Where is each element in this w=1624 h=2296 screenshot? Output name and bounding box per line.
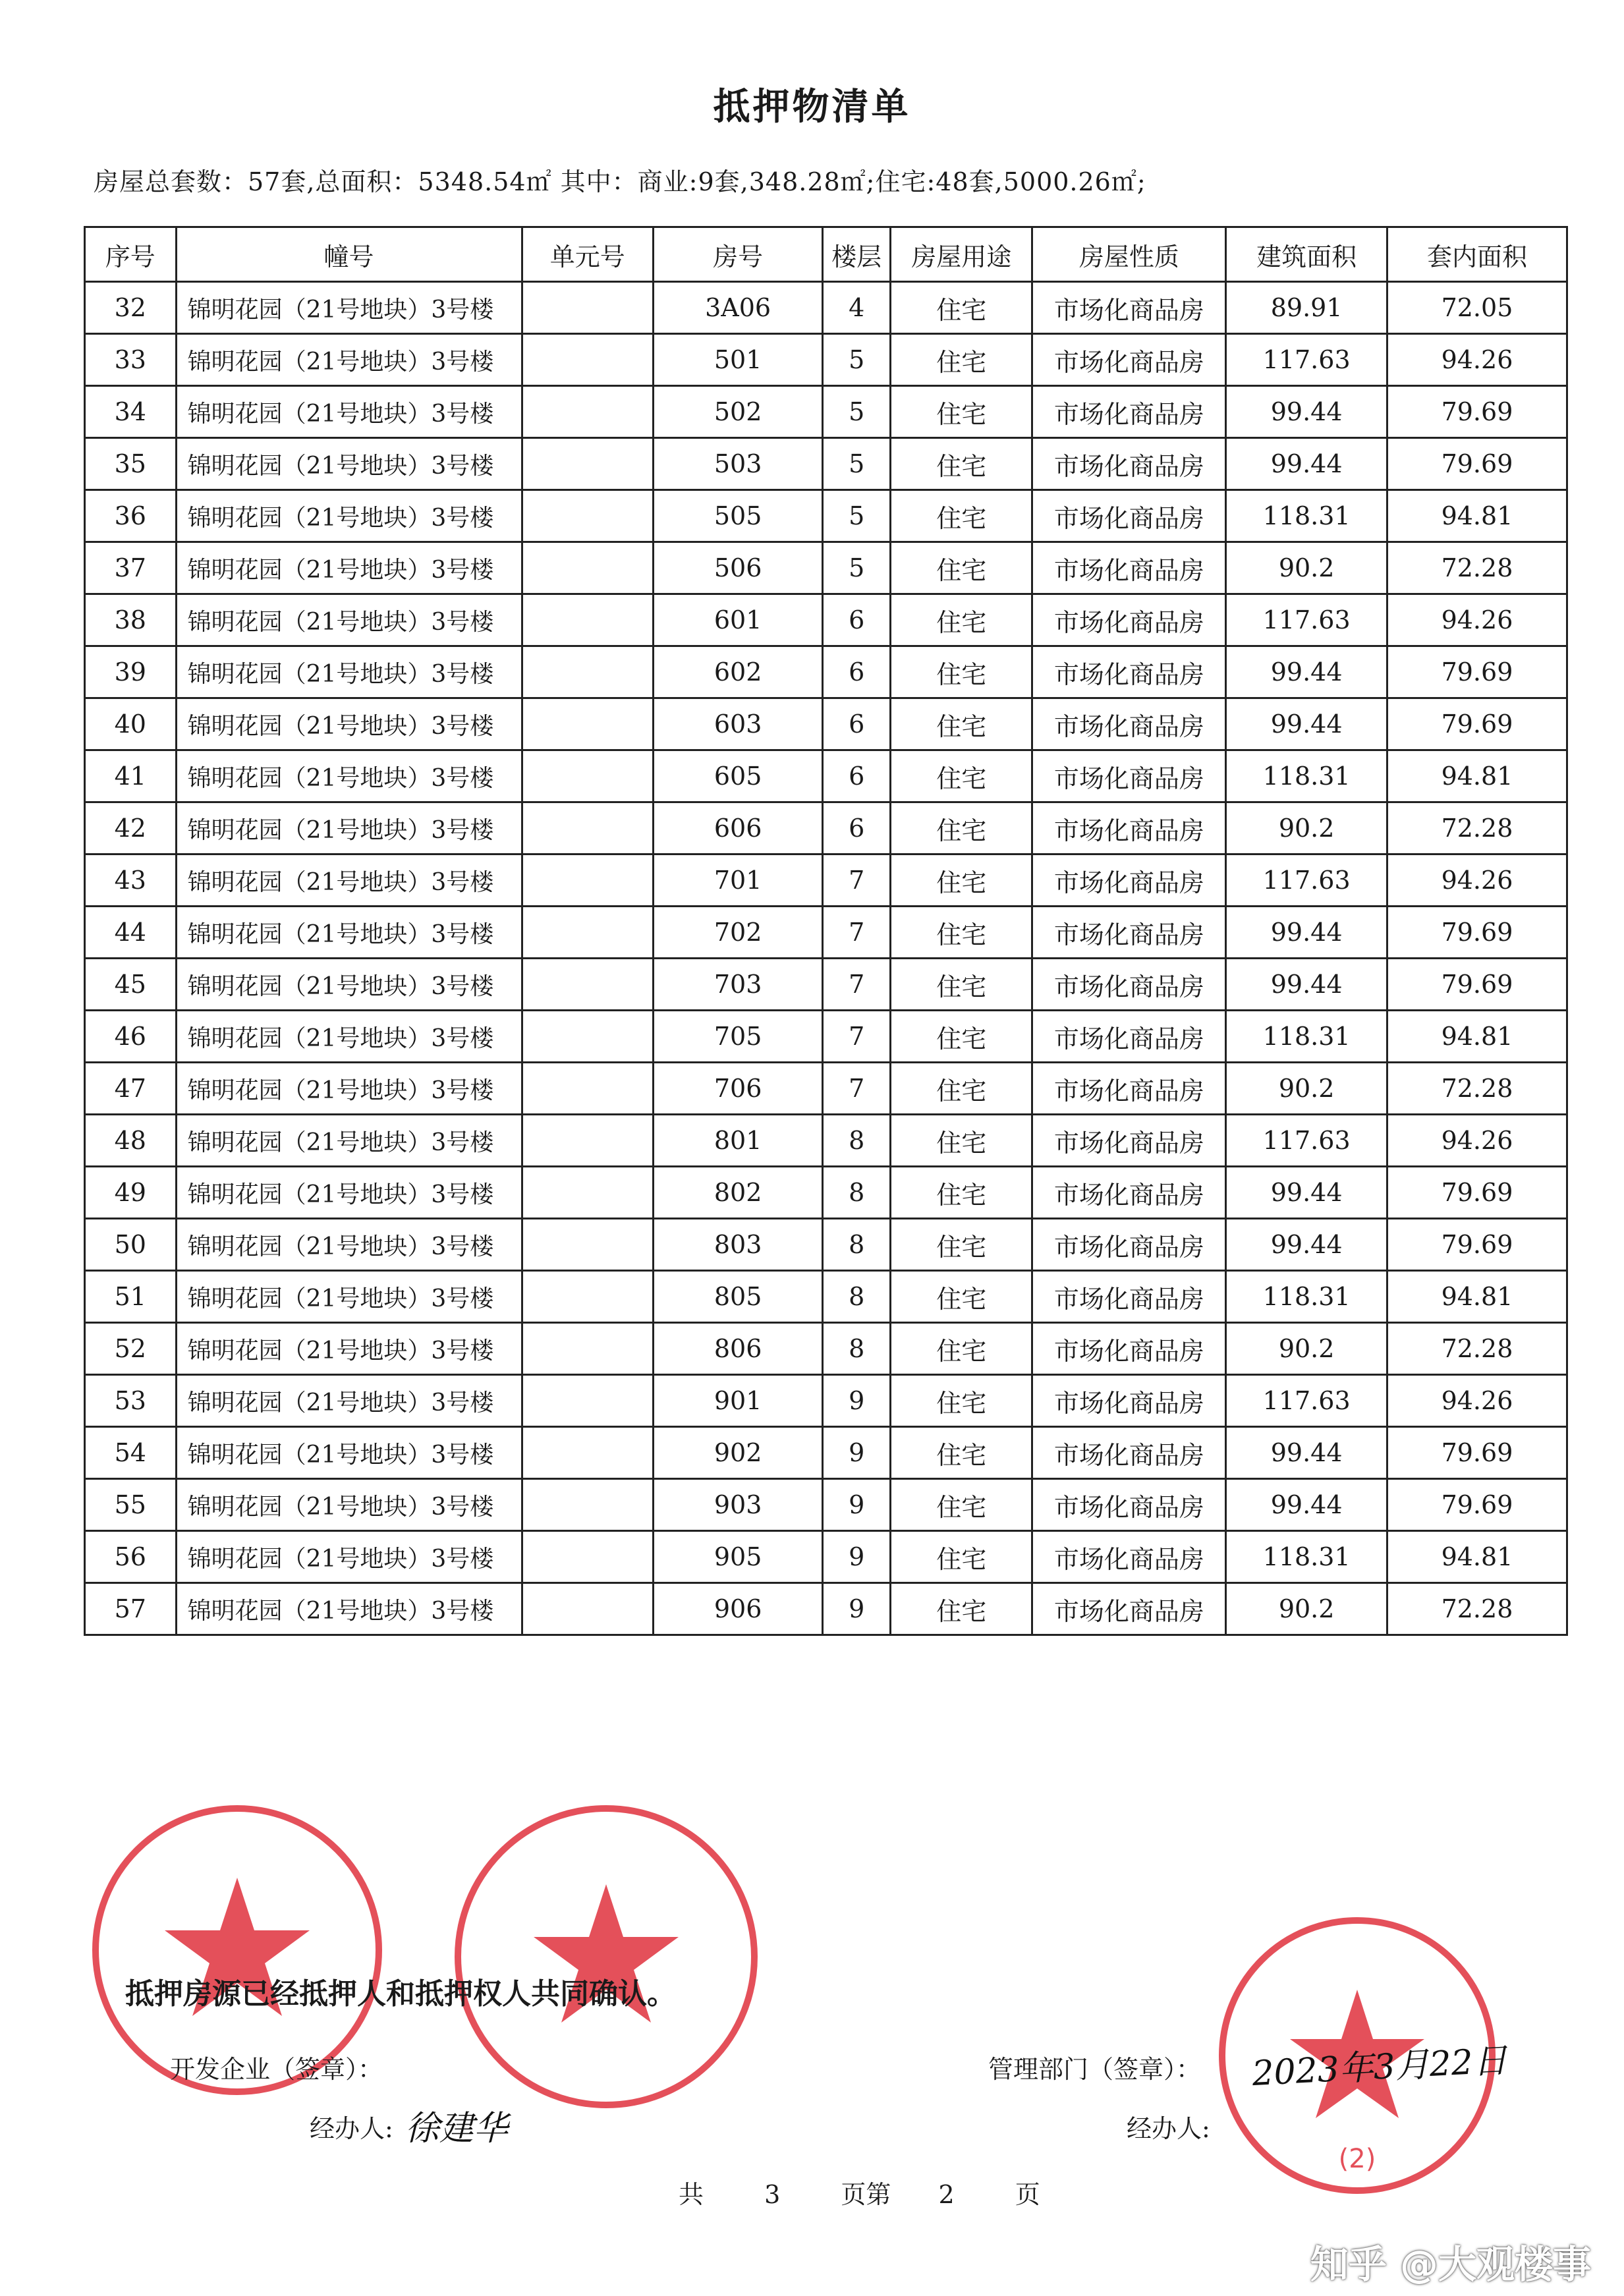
table-cell: 锦明花园（21号地块）3号楼 bbox=[176, 1063, 522, 1115]
table-cell: 住宅 bbox=[891, 594, 1032, 646]
table-cell: 803 bbox=[654, 1219, 823, 1271]
table-cell: 701 bbox=[654, 854, 823, 907]
table-cell: 住宅 bbox=[891, 1011, 1032, 1063]
table-cell: 94.26 bbox=[1387, 854, 1567, 907]
table-cell: 锦明花园（21号地块）3号楼 bbox=[176, 282, 522, 334]
table-cell: 43 bbox=[85, 854, 177, 907]
table-cell bbox=[522, 1167, 653, 1219]
table-cell: 锦明花园（21号地块）3号楼 bbox=[176, 907, 522, 959]
table-cell: 903 bbox=[654, 1479, 823, 1531]
table-row bbox=[85, 1531, 1567, 1583]
table-cell: 8 bbox=[823, 1271, 891, 1323]
table-cell: 705 bbox=[654, 1011, 823, 1063]
table-cell: 8 bbox=[823, 1115, 891, 1167]
table-cell: 锦明花园（21号地块）3号楼 bbox=[176, 1427, 522, 1479]
table-cell: 90.2 bbox=[1226, 542, 1387, 594]
handwritten-date: 2023年3月22日 bbox=[1250, 2040, 1509, 2094]
table-cell: 住宅 bbox=[891, 1115, 1032, 1167]
table-cell bbox=[522, 386, 653, 438]
table-cell: 住宅 bbox=[891, 438, 1032, 490]
table-cell: 72.05 bbox=[1387, 282, 1567, 334]
table-cell: 市场化商品房 bbox=[1032, 646, 1226, 698]
table-cell: 502 bbox=[654, 386, 823, 438]
table-cell: 6 bbox=[823, 750, 891, 802]
table-row bbox=[85, 282, 1567, 334]
table-cell: 805 bbox=[654, 1271, 823, 1323]
table-cell: 锦明花园（21号地块）3号楼 bbox=[176, 802, 522, 854]
table-cell: 7 bbox=[823, 907, 891, 959]
table-cell: 99.44 bbox=[1226, 1427, 1387, 1479]
table-cell bbox=[522, 698, 653, 750]
table-cell: 市场化商品房 bbox=[1032, 542, 1226, 594]
table-cell: 3A06 bbox=[654, 282, 823, 334]
table-cell: 市场化商品房 bbox=[1032, 1583, 1226, 1635]
table-cell: 702 bbox=[654, 907, 823, 959]
table-cell: 市场化商品房 bbox=[1032, 959, 1226, 1011]
table-row bbox=[85, 334, 1567, 386]
developer-agent-label: 经办人: bbox=[310, 2114, 393, 2143]
table-cell: 79.69 bbox=[1387, 1167, 1567, 1219]
table-cell: 79.69 bbox=[1387, 907, 1567, 959]
table-cell: 117.63 bbox=[1226, 594, 1387, 646]
table-cell: 锦明花园（21号地块）3号楼 bbox=[176, 1479, 522, 1531]
table-cell bbox=[522, 334, 653, 386]
table-cell: 锦明花园（21号地块）3号楼 bbox=[176, 1219, 522, 1271]
table-row bbox=[85, 1583, 1567, 1635]
table-cell: 锦明花园（21号地块）3号楼 bbox=[176, 542, 522, 594]
table-cell: 606 bbox=[654, 802, 823, 854]
table-cell bbox=[522, 854, 653, 907]
table-cell: 99.44 bbox=[1226, 386, 1387, 438]
table-cell: 住宅 bbox=[891, 386, 1032, 438]
table-cell bbox=[522, 907, 653, 959]
table-cell: 94.81 bbox=[1387, 490, 1567, 542]
table-cell: 锦明花园（21号地块）3号楼 bbox=[176, 1323, 522, 1375]
page-title: 抵押物清单 bbox=[713, 86, 911, 128]
pager-suffix: 页 bbox=[1015, 2180, 1040, 2209]
table-cell: 90.2 bbox=[1226, 802, 1387, 854]
table-cell: 住宅 bbox=[891, 1427, 1032, 1479]
table-cell: 锦明花园（21号地块）3号楼 bbox=[176, 1531, 522, 1583]
agent-signature: 徐建华 bbox=[405, 2109, 509, 2148]
table-row bbox=[85, 594, 1567, 646]
table-cell: 锦明花园（21号地块）3号楼 bbox=[176, 959, 522, 1011]
table-cell: 锦明花园（21号地块）3号楼 bbox=[176, 1167, 522, 1219]
table-cell bbox=[522, 1583, 653, 1635]
table-cell: 市场化商品房 bbox=[1032, 854, 1226, 907]
table-cell: 市场化商品房 bbox=[1032, 594, 1226, 646]
table-cell: 住宅 bbox=[891, 646, 1032, 698]
table-cell: 94.81 bbox=[1387, 1531, 1567, 1583]
table-cell: 99.44 bbox=[1226, 646, 1387, 698]
table-cell: 5 bbox=[823, 542, 891, 594]
table-cell bbox=[522, 1531, 653, 1583]
table-cell: 市场化商品房 bbox=[1032, 438, 1226, 490]
table-cell: 4 bbox=[823, 282, 891, 334]
table-cell: 42 bbox=[85, 802, 177, 854]
table-cell: 902 bbox=[654, 1427, 823, 1479]
table-cell: 住宅 bbox=[891, 282, 1032, 334]
table-cell: 锦明花园（21号地块）3号楼 bbox=[176, 1271, 522, 1323]
table-cell: 8 bbox=[823, 1219, 891, 1271]
table-cell: 118.31 bbox=[1226, 1271, 1387, 1323]
table-cell: 94.81 bbox=[1387, 1271, 1567, 1323]
table-cell: 79.69 bbox=[1387, 698, 1567, 750]
table-cell: 锦明花园（21号地块）3号楼 bbox=[176, 1011, 522, 1063]
table-cell: 51 bbox=[85, 1271, 177, 1323]
table-cell: 72.28 bbox=[1387, 1323, 1567, 1375]
table-cell: 117.63 bbox=[1226, 854, 1387, 907]
summary-line: 房屋总套数：57套,总面积：5348.54㎡ 其中：商业:9套,348.28㎡;住宅:48套,5000.26㎡; bbox=[94, 167, 1146, 196]
table-cell: 7 bbox=[823, 854, 891, 907]
table-cell: 市场化商品房 bbox=[1032, 907, 1226, 959]
table-cell: 市场化商品房 bbox=[1032, 282, 1226, 334]
table-cell: 5 bbox=[823, 386, 891, 438]
table-cell: 锦明花园（21号地块）3号楼 bbox=[176, 1115, 522, 1167]
table-cell: 117.63 bbox=[1226, 1115, 1387, 1167]
table-cell: 市场化商品房 bbox=[1032, 1271, 1226, 1323]
table-cell: 38 bbox=[85, 594, 177, 646]
table-row bbox=[85, 1323, 1567, 1375]
table-cell: 801 bbox=[654, 1115, 823, 1167]
table-cell: 住宅 bbox=[891, 959, 1032, 1011]
table-cell: 市场化商品房 bbox=[1032, 490, 1226, 542]
pager-total: 3 bbox=[764, 2180, 781, 2209]
table-cell: 住宅 bbox=[891, 1167, 1032, 1219]
table-cell: 94.81 bbox=[1387, 1011, 1567, 1063]
table-cell bbox=[522, 959, 653, 1011]
table-cell: 53 bbox=[85, 1375, 177, 1427]
table-cell bbox=[522, 1271, 653, 1323]
table-cell: 72.28 bbox=[1387, 1063, 1567, 1115]
table-cell: 46 bbox=[85, 1011, 177, 1063]
table-row bbox=[85, 1167, 1567, 1219]
table-cell: 54 bbox=[85, 1427, 177, 1479]
table-cell: 905 bbox=[654, 1531, 823, 1583]
table-cell: 601 bbox=[654, 594, 823, 646]
table-cell: 505 bbox=[654, 490, 823, 542]
table-cell: 住宅 bbox=[891, 1323, 1032, 1375]
table-cell: 9 bbox=[823, 1531, 891, 1583]
table-cell bbox=[522, 1427, 653, 1479]
table-cell: 住宅 bbox=[891, 1063, 1032, 1115]
table-cell: 40 bbox=[85, 698, 177, 750]
table-cell: 市场化商品房 bbox=[1032, 1219, 1226, 1271]
table-cell: 90.2 bbox=[1226, 1323, 1387, 1375]
table-cell: 703 bbox=[654, 959, 823, 1011]
table-cell: 605 bbox=[654, 750, 823, 802]
table-cell: 118.31 bbox=[1226, 1011, 1387, 1063]
table-cell: 79.69 bbox=[1387, 1427, 1567, 1479]
table-cell: 住宅 bbox=[891, 1271, 1032, 1323]
table-cell: 501 bbox=[654, 334, 823, 386]
table-cell: 47 bbox=[85, 1063, 177, 1115]
table-cell bbox=[522, 1011, 653, 1063]
developer-label: 开发企业（签章）： bbox=[170, 2055, 383, 2084]
table-row bbox=[85, 854, 1567, 907]
table-cell: 5 bbox=[823, 334, 891, 386]
table-cell: 锦明花园（21号地块）3号楼 bbox=[176, 1583, 522, 1635]
table-cell: 9 bbox=[823, 1583, 891, 1635]
table-cell: 52 bbox=[85, 1323, 177, 1375]
table-row bbox=[85, 646, 1567, 698]
table-row bbox=[85, 1375, 1567, 1427]
management-agent-label: 经办人: bbox=[1127, 2114, 1210, 2143]
table-row bbox=[85, 1115, 1567, 1167]
column-header: 套内面积 bbox=[1387, 227, 1567, 282]
table-cell: 市场化商品房 bbox=[1032, 1063, 1226, 1115]
table-cell: 市场化商品房 bbox=[1032, 1427, 1226, 1479]
collateral-table bbox=[84, 226, 1568, 1636]
table-cell: 99.44 bbox=[1226, 698, 1387, 750]
column-header: 房屋性质 bbox=[1032, 227, 1226, 282]
table-cell: 锦明花园（21号地块）3号楼 bbox=[176, 1375, 522, 1427]
table-cell: 6 bbox=[823, 646, 891, 698]
table-cell: 94.26 bbox=[1387, 594, 1567, 646]
table-cell: 市场化商品房 bbox=[1032, 1011, 1226, 1063]
table-cell: 住宅 bbox=[891, 542, 1032, 594]
table-cell: 市场化商品房 bbox=[1032, 750, 1226, 802]
table-cell: 市场化商品房 bbox=[1032, 1115, 1226, 1167]
table-cell: 118.31 bbox=[1226, 750, 1387, 802]
table-cell bbox=[522, 1219, 653, 1271]
table-row bbox=[85, 802, 1567, 854]
table-cell: 802 bbox=[654, 1167, 823, 1219]
table-cell: 89.91 bbox=[1226, 282, 1387, 334]
pager-current: 2 bbox=[938, 2180, 955, 2209]
table-cell bbox=[522, 542, 653, 594]
table-cell: 99.44 bbox=[1226, 1167, 1387, 1219]
table-cell: 市场化商品房 bbox=[1032, 334, 1226, 386]
table-cell: 市场化商品房 bbox=[1032, 802, 1226, 854]
table-cell: 市场化商品房 bbox=[1032, 1375, 1226, 1427]
table-cell: 6 bbox=[823, 698, 891, 750]
table-cell: 603 bbox=[654, 698, 823, 750]
table-cell: 44 bbox=[85, 907, 177, 959]
table-cell: 住宅 bbox=[891, 334, 1032, 386]
table-row bbox=[85, 1271, 1567, 1323]
table-cell: 117.63 bbox=[1226, 1375, 1387, 1427]
table-cell: 住宅 bbox=[891, 1583, 1032, 1635]
table-cell: 79.69 bbox=[1387, 646, 1567, 698]
table-cell: 市场化商品房 bbox=[1032, 1479, 1226, 1531]
table-cell: 94.26 bbox=[1387, 334, 1567, 386]
registry-seal-number: (2) bbox=[1338, 2144, 1376, 2174]
table-cell: 117.63 bbox=[1226, 334, 1387, 386]
table-cell: 7 bbox=[823, 1063, 891, 1115]
table-cell: 市场化商品房 bbox=[1032, 698, 1226, 750]
table-cell: 99.44 bbox=[1226, 1479, 1387, 1531]
table-cell: 8 bbox=[823, 1167, 891, 1219]
table-cell: 住宅 bbox=[891, 854, 1032, 907]
table-row bbox=[85, 490, 1567, 542]
table-row bbox=[85, 1011, 1567, 1063]
table-cell bbox=[522, 1323, 653, 1375]
management-label: 管理部门（签章）： bbox=[988, 2055, 1202, 2084]
table-row bbox=[85, 959, 1567, 1011]
table-row bbox=[85, 750, 1567, 802]
table-row bbox=[85, 1479, 1567, 1531]
table-cell: 5 bbox=[823, 490, 891, 542]
table-cell bbox=[522, 1375, 653, 1427]
table-row bbox=[85, 1219, 1567, 1271]
table-cell: 锦明花园（21号地块）3号楼 bbox=[176, 594, 522, 646]
table-cell: 56 bbox=[85, 1531, 177, 1583]
table-cell: 锦明花园（21号地块）3号楼 bbox=[176, 438, 522, 490]
table-cell: 6 bbox=[823, 594, 891, 646]
table-cell: 锦明花园（21号地块）3号楼 bbox=[176, 386, 522, 438]
column-header: 建筑面积 bbox=[1226, 227, 1387, 282]
table-cell: 45 bbox=[85, 959, 177, 1011]
table-cell: 锦明花园（21号地块）3号楼 bbox=[176, 750, 522, 802]
table-cell: 9 bbox=[823, 1479, 891, 1531]
table-cell: 34 bbox=[85, 386, 177, 438]
table-cell bbox=[522, 1479, 653, 1531]
table-cell bbox=[522, 646, 653, 698]
table-cell: 锦明花园（21号地块）3号楼 bbox=[176, 334, 522, 386]
table-cell: 90.2 bbox=[1226, 1063, 1387, 1115]
table-cell bbox=[522, 802, 653, 854]
table-cell: 36 bbox=[85, 490, 177, 542]
table-cell: 住宅 bbox=[891, 907, 1032, 959]
pager-mid: 页第 bbox=[841, 2180, 891, 2209]
table-cell: 72.28 bbox=[1387, 542, 1567, 594]
table-cell: 41 bbox=[85, 750, 177, 802]
column-header: 单元号 bbox=[522, 227, 653, 282]
table-cell: 118.31 bbox=[1226, 490, 1387, 542]
column-header: 序号 bbox=[85, 227, 177, 282]
table-cell: 市场化商品房 bbox=[1032, 1531, 1226, 1583]
table-cell: 79.69 bbox=[1387, 959, 1567, 1011]
table-cell: 503 bbox=[654, 438, 823, 490]
table-cell: 39 bbox=[85, 646, 177, 698]
table-cell: 55 bbox=[85, 1479, 177, 1531]
table-header-row bbox=[85, 227, 1567, 282]
table-cell: 9 bbox=[823, 1375, 891, 1427]
table-row bbox=[85, 386, 1567, 438]
table-cell bbox=[522, 282, 653, 334]
table-cell: 市场化商品房 bbox=[1032, 1167, 1226, 1219]
table-cell bbox=[522, 1063, 653, 1115]
table-cell: 32 bbox=[85, 282, 177, 334]
table-cell: 99.44 bbox=[1226, 959, 1387, 1011]
table-cell: 94.26 bbox=[1387, 1375, 1567, 1427]
table-cell: 79.69 bbox=[1387, 386, 1567, 438]
table-row bbox=[85, 542, 1567, 594]
table-cell: 90.2 bbox=[1226, 1583, 1387, 1635]
table-cell: 79.69 bbox=[1387, 1479, 1567, 1531]
column-header: 房号 bbox=[654, 227, 823, 282]
table-cell: 住宅 bbox=[891, 750, 1032, 802]
bank-seal bbox=[448, 1799, 764, 2115]
column-header: 楼层 bbox=[823, 227, 891, 282]
table-cell: 7 bbox=[823, 959, 891, 1011]
table-cell: 9 bbox=[823, 1427, 891, 1479]
table-cell: 锦明花园（21号地块）3号楼 bbox=[176, 854, 522, 907]
table-cell: 806 bbox=[654, 1323, 823, 1375]
table-cell: 99.44 bbox=[1226, 907, 1387, 959]
table-cell: 住宅 bbox=[891, 1479, 1032, 1531]
table-cell: 35 bbox=[85, 438, 177, 490]
table-cell: 锦明花园（21号地块）3号楼 bbox=[176, 490, 522, 542]
table-row bbox=[85, 907, 1567, 959]
table-cell bbox=[522, 1115, 653, 1167]
table-cell: 906 bbox=[654, 1583, 823, 1635]
table-cell: 住宅 bbox=[891, 490, 1032, 542]
table-cell: 94.26 bbox=[1387, 1115, 1567, 1167]
table-cell: 33 bbox=[85, 334, 177, 386]
table-cell: 7 bbox=[823, 1011, 891, 1063]
table-cell: 住宅 bbox=[891, 698, 1032, 750]
table-cell: 市场化商品房 bbox=[1032, 386, 1226, 438]
pager-total-prefix: 共 bbox=[679, 2180, 704, 2209]
table-cell: 72.28 bbox=[1387, 1583, 1567, 1635]
table-cell: 住宅 bbox=[891, 1375, 1032, 1427]
table-cell bbox=[522, 490, 653, 542]
table-row bbox=[85, 1063, 1567, 1115]
table-cell bbox=[522, 438, 653, 490]
table-cell: 602 bbox=[654, 646, 823, 698]
watermark: 知乎 @大观楼事 bbox=[1310, 2242, 1591, 2287]
table-cell: 79.69 bbox=[1387, 1219, 1567, 1271]
table-cell bbox=[522, 594, 653, 646]
table-row bbox=[85, 438, 1567, 490]
table-cell: 901 bbox=[654, 1375, 823, 1427]
column-header: 房屋用途 bbox=[891, 227, 1032, 282]
table-cell: 50 bbox=[85, 1219, 177, 1271]
table-cell: 37 bbox=[85, 542, 177, 594]
confirmation-text: 抵押房源已经抵押人和抵押权人共同确认。 bbox=[125, 1977, 676, 2011]
table-cell: 住宅 bbox=[891, 802, 1032, 854]
table-cell: 706 bbox=[654, 1063, 823, 1115]
table-cell: 99.44 bbox=[1226, 438, 1387, 490]
table-cell: 72.28 bbox=[1387, 802, 1567, 854]
table-cell: 6 bbox=[823, 802, 891, 854]
table-cell: 5 bbox=[823, 438, 891, 490]
table-cell: 住宅 bbox=[891, 1219, 1032, 1271]
table-cell: 94.81 bbox=[1387, 750, 1567, 802]
page-counter bbox=[679, 2174, 1040, 2210]
table-cell: 506 bbox=[654, 542, 823, 594]
column-header: 幢号 bbox=[176, 227, 522, 282]
table-cell bbox=[522, 750, 653, 802]
table-cell: 锦明花园（21号地块）3号楼 bbox=[176, 698, 522, 750]
table-cell: 57 bbox=[85, 1583, 177, 1635]
table-cell: 79.69 bbox=[1387, 438, 1567, 490]
table-cell: 48 bbox=[85, 1115, 177, 1167]
table-cell: 49 bbox=[85, 1167, 177, 1219]
table-row bbox=[85, 698, 1567, 750]
table-cell: 住宅 bbox=[891, 1531, 1032, 1583]
table-cell: 99.44 bbox=[1226, 1219, 1387, 1271]
table-cell: 118.31 bbox=[1226, 1531, 1387, 1583]
table-cell: 市场化商品房 bbox=[1032, 1323, 1226, 1375]
table-row bbox=[85, 1427, 1567, 1479]
table-cell: 锦明花园（21号地块）3号楼 bbox=[176, 646, 522, 698]
table-cell: 8 bbox=[823, 1323, 891, 1375]
